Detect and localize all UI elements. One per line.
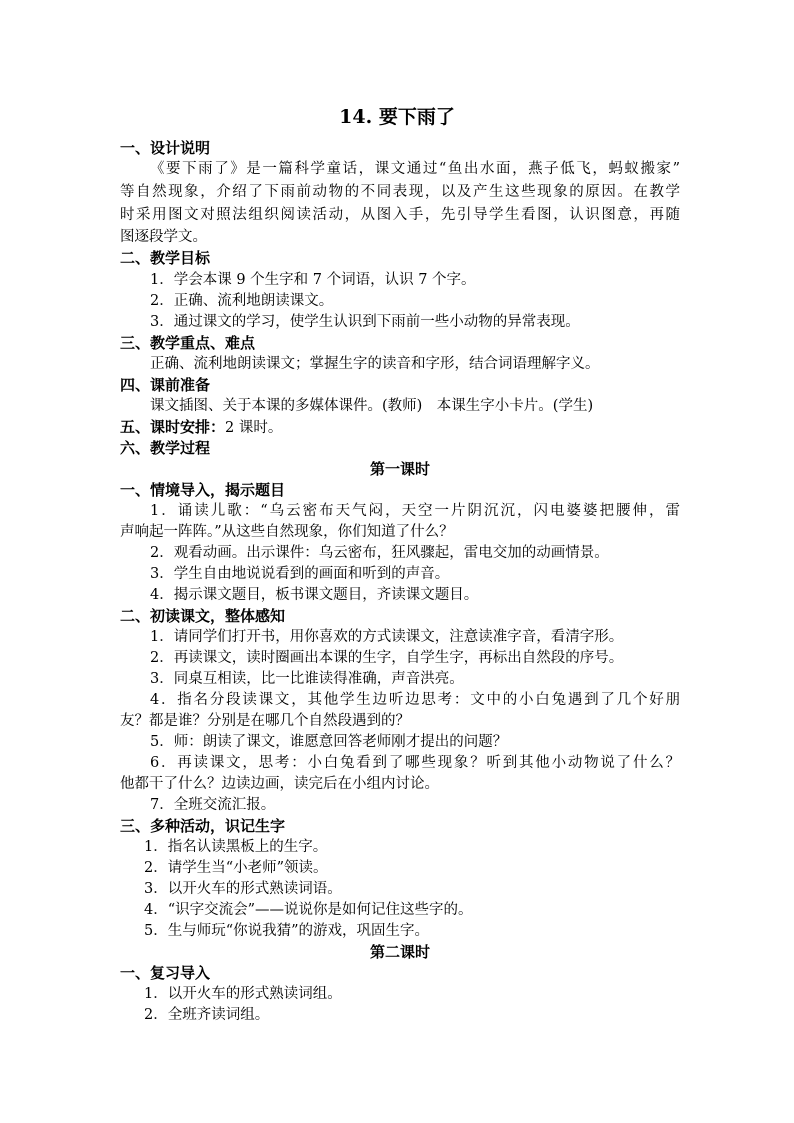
section-heading-preparation: 四、课前准备	[120, 376, 211, 394]
lesson-1-part-1-item: 2．观看动画。出示课件：乌云密布，狂风骤起，雷电交加的动画情景。	[150, 545, 609, 561]
lesson-1-part-2-item: 2．再读课文，读时圈画出本课的生字，自学生字，再标出自然段的序号。	[150, 650, 624, 666]
lesson-2-part-1-item: 1．以开火车的形式熟读词组。	[144, 986, 342, 1002]
lesson-1-title: 第一课时	[369, 460, 430, 478]
lesson-1-part-1-heading: 一、情境导入，揭示题目	[120, 481, 286, 499]
goal-item: 1．学会本课 9 个生字和 7 个词语，认识 7 个字。	[150, 272, 476, 288]
lesson-2-part-1-item: 2．全班齐读词组。	[144, 1007, 270, 1023]
lesson-1-part-1-item-1-line-1: 1．诵读儿歌：“乌云密布天气闷，天空一片阴沉沉，闪电婆婆把腰伸，雷	[150, 503, 680, 519]
design-paragraph-line-1: 《要下雨了》是一篇科学童话，课文通过“鱼出水面，燕子低飞，蚂蚁搬家”	[150, 161, 680, 177]
lesson-1-part-2-item: 7．全班交流汇报。	[150, 797, 276, 813]
document-title: 14. 要下雨了	[339, 106, 455, 128]
lesson-1-part-3-item: 1．指名认读黑板上的生字。	[144, 839, 328, 855]
section-heading-schedule: 五、课时安排：	[120, 418, 226, 436]
design-paragraph-line-2: 等自然现象，介绍了下雨前动物的不同表现，以及产生这些现象的原因。在教学	[120, 184, 680, 200]
lesson-1-part-3-item: 3．以开火车的形式熟读词语。	[144, 881, 342, 897]
lesson-1-part-2-item: 3．同桌互相读，比一比谁读得准确，声音洪亮。	[150, 671, 464, 687]
section-heading-keypoints: 三、教学重点、难点	[120, 334, 256, 352]
lesson-1-part-1-item: 3．学生自由地说说看到的画面和听到的声音。	[150, 566, 450, 582]
design-paragraph-line-4: 图逐段学文。	[120, 229, 207, 245]
lesson-1-part-3-item: 5．生与师玩“你说我猜”的游戏，巩固生字。	[144, 923, 430, 939]
lesson-1-part-1-item: 4．揭示课文题目，板书课文题目，齐读课文题目。	[150, 587, 479, 603]
lesson-1-part-3-item: 2．请学生当“小老师”领读。	[144, 860, 328, 876]
section-heading-goals: 二、教学目标	[120, 249, 211, 267]
lesson-2-title: 第二课时	[369, 943, 430, 961]
preparation-text: 课文插图、关于本课的多媒体课件。(教师) 本课生字小卡片。(学生)	[150, 398, 594, 414]
lesson-2-part-1-heading: 一、复习导入	[120, 964, 211, 982]
schedule-line	[120, 417, 680, 438]
goal-item: 3．通过课文的学习，使学生认识到下雨前一些小动物的异常表现。	[150, 314, 580, 330]
section-heading-design: 一、设计说明	[120, 139, 211, 157]
lesson-1-part-2-heading: 二、初读课文，整体感知	[120, 607, 286, 625]
lesson-1-part-3-item: 4．“识字交流会”——说说你是如何记住这些字的。	[144, 902, 473, 918]
lesson-1-part-1-item-1-line-2: 声响起一阵阵。”从这些自然现象，你们知道了什么？	[120, 524, 454, 540]
lesson-1-part-2-item-6-line-2: 他都干了什么？边读边画，读完后在小组内讨论。	[120, 776, 439, 792]
lesson-1-part-2-item-4-line-1: 4．指名分段读课文，其他学生边听边思考：文中的小白兔遇到了几个好朋	[150, 692, 680, 708]
lesson-1-part-2-item-4-line-2: 友？都是谁？分别是在哪几个自然段遇到的？	[120, 713, 410, 729]
lesson-1-part-2-item-6-line-1: 6．再读课文，思考：小白兔看到了哪些现象？听到其他小动物说了什么？	[150, 755, 680, 771]
design-paragraph-line-3: 时采用图文对照法组织阅读活动，从图入手，先引导学生看图，认识图意，再随	[120, 207, 680, 223]
lesson-1-part-2-item: 1．请同学们打开书，用你喜欢的方式读课文，注意读准字音，看清字形。	[150, 629, 624, 645]
section-heading-process: 六、教学过程	[120, 439, 211, 457]
keypoints-text: 正确、流利地朗读课文；掌握生字的读音和字形，结合词语理解字义。	[150, 356, 600, 372]
goal-item: 2．正确、流利地朗读课文。	[150, 293, 334, 309]
schedule-text: 2 课时。	[225, 420, 283, 436]
lesson-1-part-2-item: 5．师：朗读了课文，谁愿意回答老师刚才提出的问题？	[150, 734, 508, 750]
lesson-1-part-3-heading: 三、多种活动，识记生字	[120, 817, 286, 835]
